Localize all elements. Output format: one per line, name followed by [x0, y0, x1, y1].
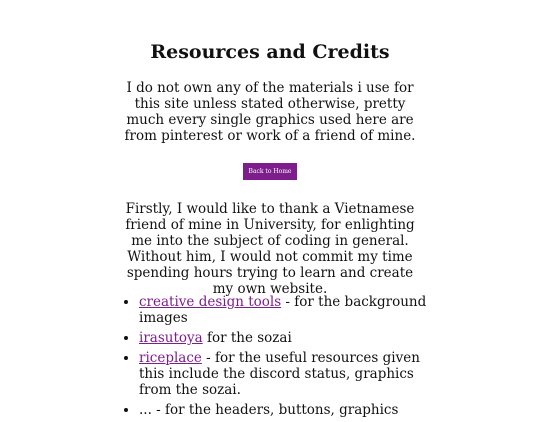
thanks-paragraph: Firstly, I would like to thank a Vietnamese friend of mine in University, for enlighting me into the subject of coding in general. Without him, I would not commit my time spending hours trying to learn and create my own website.	[125, 201, 415, 297]
page-title: Resources and Credits	[150, 41, 390, 63]
list-item	[139, 294, 429, 326]
credit-description: - for the background images	[139, 294, 427, 326]
riceplace-link[interactable]: riceplace	[139, 350, 202, 366]
credits-list	[111, 294, 429, 422]
credit-description: ... - for the headers, buttons, graphics	[139, 402, 399, 418]
credit-description: - for the useful resources given this include the discord status, graphics from the sozai.	[139, 350, 420, 398]
back-to-home-button[interactable]: Back to Home	[243, 163, 297, 180]
intro-paragraph: I do not own any of the materials i use for this site unless stated otherwise, pretty much every single graphics used here are from pinterest or work of a friend of mine.	[124, 80, 416, 144]
list-item	[139, 402, 429, 418]
credit-description: for the sozai	[202, 330, 292, 346]
list-item	[139, 330, 429, 346]
list-item	[139, 350, 429, 398]
irasutoya-link[interactable]: irasutoya	[139, 330, 203, 346]
creative-design-tools-link[interactable]: creative design tools	[139, 294, 282, 310]
